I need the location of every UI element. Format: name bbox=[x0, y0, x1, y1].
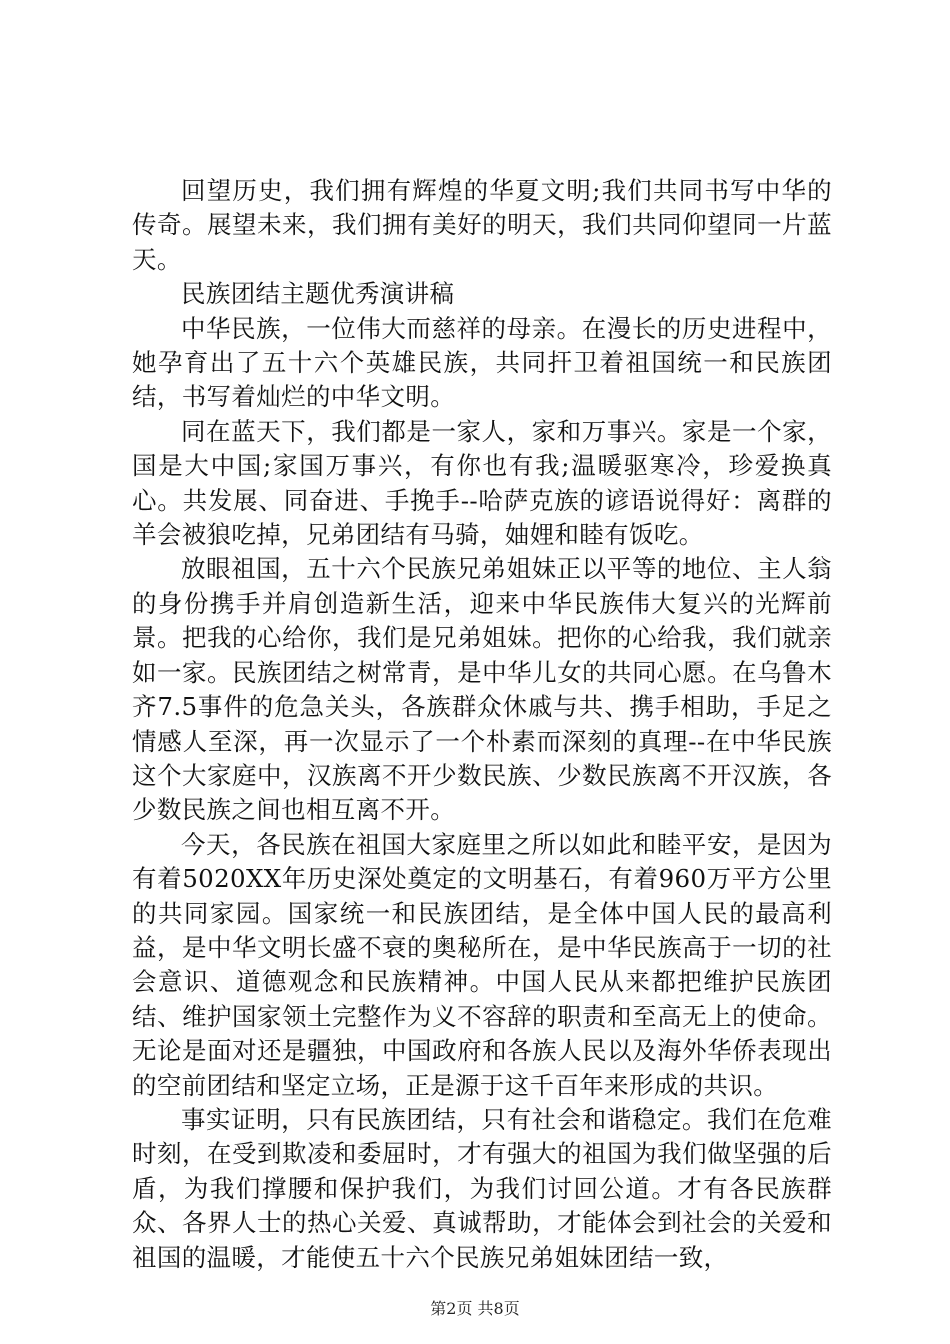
paragraph-intro-closing: 回望历史，我们拥有辉煌的华夏文明;我们共同书写中华的传奇。展望未来，我们拥有美好的明天，我们共同仰望同一片蓝天。 bbox=[132, 176, 832, 274]
paragraph-facts-prove: 事实证明，只有民族团结，只有社会和谐稳定。我们在危难时刻，在受到欺凌和委屈时，才有强大的祖国为我们做坚强的后盾，为我们撑腰和保护我们，为我们讨回公道。才有各民族群众、各界人士的热心关爱、真诚帮助，才能体会到社会的关爱和祖国的温暖，才能使五十六个民族兄弟姐妹团结一致， bbox=[132, 1104, 832, 1272]
paragraph-look-at-motherland: 放眼祖国，五十六个民族兄弟姐妹正以平等的地位、主人翁的身份携手并肩创造新生活，迎来中华民族伟大复兴的光辉前景。把我的心给你，我们是兄弟姐妹。把你的心给我，我们就亲如一家。民族团结之树常青，是中华儿女的共同心愿。在乌鲁木齐7.5事件的危急关头，各族群众休戚与共、携手相助，手足之情感人至深，再一次显示了一个朴素而深刻的真理--在中华民族这个大家庭中，汉族离不开少数民族、少数民族离不开汉族，各少数民族之间也相互离不开。 bbox=[132, 554, 832, 825]
speech-title: 民族团结主题优秀演讲稿 bbox=[181, 279, 455, 309]
paragraph-mother-nation: 中华民族，一位伟大而慈祥的母亲。在漫长的历史进程中，她孕育出了五十六个英雄民族，共同扞卫着祖国统一和民族团结，书写着灿烂的中华文明。 bbox=[132, 313, 832, 412]
paragraph-today: 今天，各民族在祖国大家庭里之所以如此和睦平安，是因为有着5020XX年历史深处奠定的文明基石，有着960万平方公里的共同家园。国家统一和民族团结，是全体中国人民的最高利益，是中华文明长盛不衰的奥秘所在，是中华民族高于一切的社会意识、道德观念和民族精神。中国人民从来都把维护民族团结、维护国家领土完整作为义不容辞的职责和至高无上的使命。无论是面对还是疆独，中国政府和各族人民以及海外华侨表现出的空前团结和坚定立场，正是源于这千百年来形成的共识。 bbox=[132, 829, 832, 1100]
page-footer: 第2页 共8页 bbox=[430, 1299, 520, 1318]
document-body bbox=[132, 174, 832, 1275]
paragraph-one-family: 同在蓝天下，我们都是一家人，家和万事兴。家是一个家，国是大中国;家国万事兴，有你也有我;温暖驱寒冷，珍爱换真心。共发展、同奋进、手挽手--哈萨克族的谚语说得好：离群的羊会被狼吃掉，兄弟团结有马骑，妯娌和睦有饭吃。 bbox=[132, 416, 832, 550]
